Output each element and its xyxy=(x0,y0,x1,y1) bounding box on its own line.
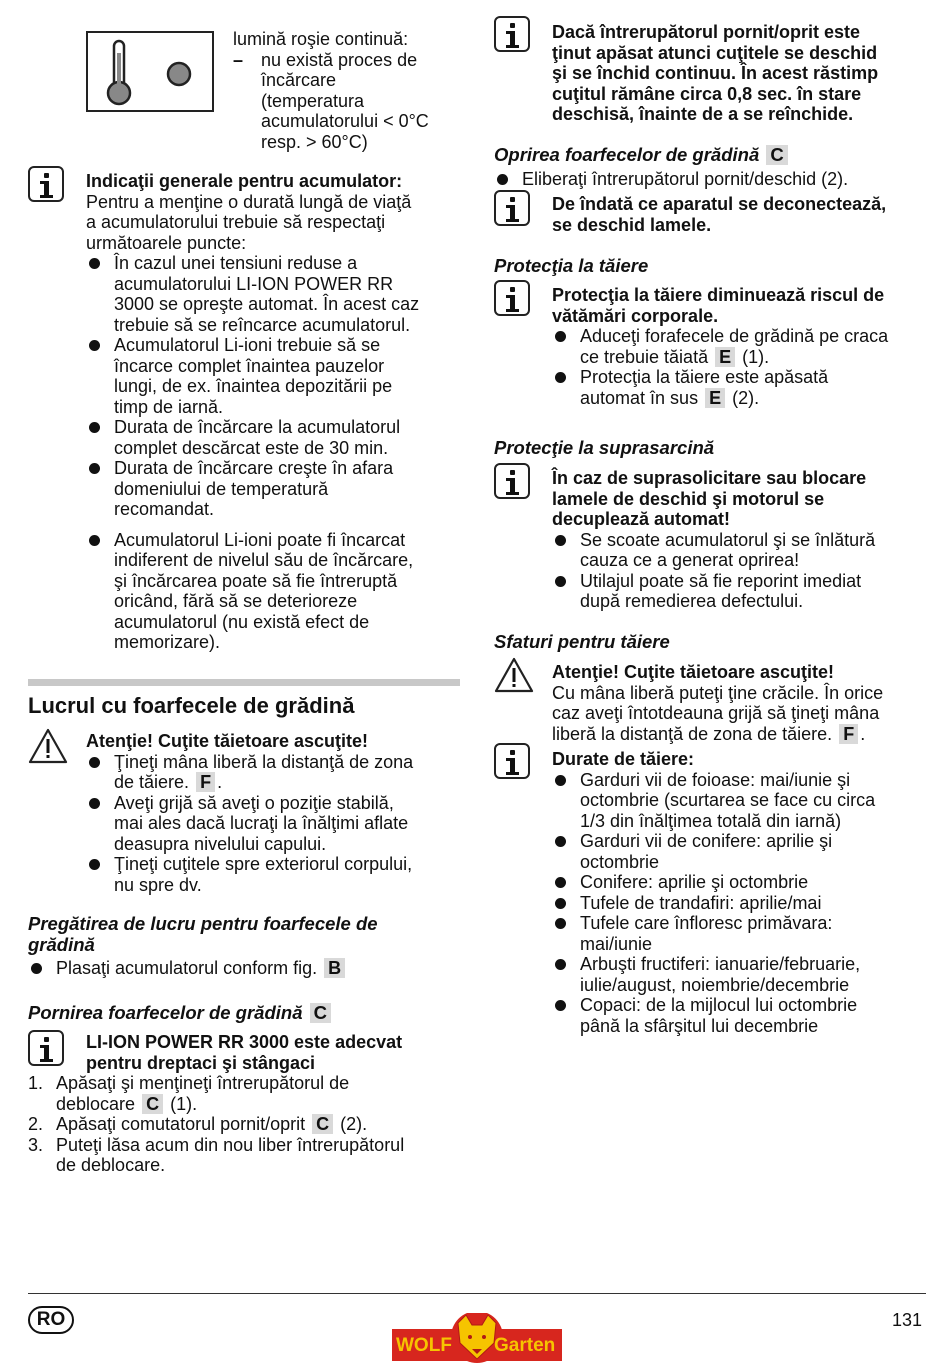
figure-ref-badge: C xyxy=(142,1094,163,1114)
warning-icon xyxy=(494,657,534,693)
cutting-durations-block: Durate de tăiere: Garduri vii de foioase: mai/iunie şi octombrie (scurtarea se face cu circa 1/3 din înălţimea totală din iarnă) Garduri vii de conifere: aprilie şi octombrie Conifere: aprilie şi octombrie Tufele de trandafiri: aprilie/mai Tufele care înfloresc primăvara: mai/iunie Arbuşti fructiferi: ianuarie/februarie, iulie/august, noiembrie/decembrie Copaci: de la mijlocul lui octombrie până la sfârşitul lui decembrie xyxy=(552,749,932,1036)
stop-info: De îndată ce aparatul se deconectează, se deschid lamele. xyxy=(552,194,887,235)
start-info: LI-ION POWER RR 3000 este adecvat pentru dreptaci şi stângaci xyxy=(86,1032,403,1073)
subsection-heading: Protecţia la tăiere xyxy=(494,255,649,276)
tips-warning: Atenţie! Cuţite tăietoare ascuţite! Cu mâna liberă puteţi ţine crăcile. În orice caz aveţi întotdeauna grijă să ţineţi mâna liberă la distanţă de zona de tăiere. F . xyxy=(552,662,884,744)
list-item: Acumulatorul Li-ioni poate fi încarcat indiferent de nivelul său de încărcare, şi încărcarea poate să fie întreruptă oricând, fără să se deterioreze acumulatorul (nu există efect de memorizare). xyxy=(86,530,466,653)
switch-info: Dacă întrerupătorul pornit/oprit este ţinut apăsat atunci cuţitele se deschid şi se închid continuu. În acest răstimp cuţitul rămâne circa 0,8 sec. în stare deschisă, înainte de a se reînchide. xyxy=(552,22,879,124)
indicator-lamp-icon xyxy=(168,63,190,85)
info-icon xyxy=(494,743,530,779)
section-divider xyxy=(28,679,460,686)
info-icon xyxy=(28,1030,64,1066)
subsection-heading: Pornirea foarfecelor de grădină C xyxy=(28,1003,333,1024)
start-steps xyxy=(28,1073,460,1176)
work-warning-block xyxy=(86,731,466,895)
list-item: Durata de încărcare creşte în afara domeniului de temperatură recomandat. xyxy=(86,458,466,520)
section-heading: Lucrul cu foarfecele de grădină xyxy=(28,693,355,718)
info-icon xyxy=(28,166,64,202)
list-item: Garduri vii de conifere: aprilie şi octombrie xyxy=(552,831,932,872)
figure-ref-badge: B xyxy=(324,958,345,978)
list-item: Copaci: de la mijlocul lui octombrie până la sfârşitul lui decembrie xyxy=(552,995,932,1036)
subsection-heading: Protecţie la suprasarcină xyxy=(494,437,715,458)
list-item: 2. Apăsaţi comutatorul pornit/oprit C (2). xyxy=(28,1114,368,1134)
battery-info-block: Indicaţii generale pentru acumulator: Pentru a menţine o durată lungă de viaţă a acumulatorului trebuie să respectaţi următoarele puncte: În cazul unei tensiuni reduse a acumulatorului LI-ION POWER RR 3000 se opreşte automat. În acest caz trebuie să se reîncarce acumulatorul. Acumulatorul Li-ioni trebuie să se încarce complet înaintea pauzelor lungi, de ex. înaintea depozitării pe timp de iarnă. Durata de încărcare la acumulatorul complet descărcat este de 30 min. Durata de încărcare creşte în afara domeniului de temperatură recomandat. Acumulatorul Li-ioni poate fi încarcat indiferent de nivelul său de încărcare, şi încărcarea poate să fie întreruptă oricând, fără să se deterioreze acumulatorul (nu există efect de memorizare). xyxy=(86,171,466,653)
battery-info-list xyxy=(86,253,466,653)
list-item: 1. Apăsaţi şi menţineţi întrerupătorul de deblocare C (1). xyxy=(28,1073,350,1114)
warning-icon xyxy=(28,728,68,764)
list-item: În cazul unei tensiuni reduse a acumulatorului LI-ION POWER RR 3000 se opreşte automat. În acest caz trebuie să se reîncarce acumulatorul. xyxy=(86,253,466,335)
overload-block: În caz de suprasolicitare sau blocare lamele de deschid şi motorul se decuplează automat! Se scoate acumulatorul şi se înlătură cauza ce a generat oprirea! Utilajul poate să fie reporint imediat după remedierea defectului. xyxy=(552,468,932,612)
info-icon xyxy=(494,463,530,499)
list-item: Plasaţi acumulatorul conform fig. B xyxy=(28,958,460,979)
figure-ref-badge: F xyxy=(196,772,215,792)
list-item: Tufele de trandafiri: aprilie/mai xyxy=(552,893,932,914)
figure-ref-badge: E xyxy=(715,347,735,367)
figure-ref-badge: F xyxy=(839,724,858,744)
warning-title: Atenţie! Cuţite tăietoare ascuţite! xyxy=(86,731,369,751)
list-item: Aduceţi forafecele de grădină pe craca ce trebuie tăiată E (1). xyxy=(552,326,932,367)
info-icon xyxy=(494,280,530,316)
list-item: Utilajul poate să fie reporint imediat după remedierea defectului. xyxy=(552,571,932,612)
prep-block: Pregătirea de lucru pentru foarfecele de grădină Plasaţi acumulatorul conform fig. B xyxy=(28,914,460,979)
list-item: Aveţi grijă să aveţi o poziţie stabilă, mai ales dacă lucraţi la înălţimi aflate deasupra nivelului capului. xyxy=(86,793,466,855)
list-item: Durata de încărcare la acumulatorul complet descărcat este de 30 min. xyxy=(86,417,466,458)
list-item: Arbuşti fructiferi: ianuarie/februarie, iulie/august, noiembrie/decembrie xyxy=(552,954,932,995)
list-item: Se scoate acumulatorul şi se înlătură cauza ce a generat oprirea! xyxy=(552,530,932,571)
list-item: 3. Puteţi lăsa acum din nou liber întrerupătorul de deblocare. xyxy=(28,1134,405,1175)
dash: – xyxy=(233,49,244,70)
info-icon xyxy=(494,190,530,226)
figure-ref-badge: C xyxy=(766,145,787,165)
logo-text-right: Garten xyxy=(494,1335,556,1356)
figure-ref-badge: E xyxy=(705,388,725,408)
info-icon xyxy=(494,16,530,52)
list-item: Garduri vii de foioase: mai/iunie şi octombrie (scurtarea se face cu circa 1/3 din înălţimea totală din iarnă) xyxy=(552,770,932,832)
cut-protection-block: Protecţia la tăiere diminuează riscul de vătămări corporale. Aduceţi forafecele de grădină pe craca ce trebuie tăiată E (1). Protecţia la tăiere este apăsată automat în sus E (2). xyxy=(552,285,932,408)
list-item: Conifere: aprilie şi octombrie xyxy=(552,872,932,893)
list-item: Ţineţi cuţitele spre exteriorul corpului, nu spre dv. xyxy=(86,854,466,895)
footer-rule xyxy=(28,1293,926,1294)
page-number: 131 xyxy=(892,1310,923,1330)
list-item: Eliberaţi întrerupătorul pornit/deschid (2). xyxy=(494,169,926,190)
battery-info-title: Indicaţii generale pentru acumulator: xyxy=(86,171,403,191)
figure-ref-badge: C xyxy=(312,1114,333,1134)
red-light-description: lumină roşie continuă: – nu există proces de încărcare (temperatura acumulatorului < 0°C resp. > 60°C) xyxy=(233,29,429,152)
language-badge: RO xyxy=(28,1306,74,1334)
figure-ref-badge: C xyxy=(310,1003,331,1023)
subsection-heading: Sfaturi pentru tăiere xyxy=(494,631,670,652)
thermometer-icon xyxy=(88,33,212,110)
list-item: Ţineţi mâna liberă la distanţă de zona de tăiere. F . xyxy=(86,752,466,793)
subsection-heading: Pregătirea de lucru pentru foarfecele de xyxy=(28,913,378,934)
charger-indicator-diagram xyxy=(86,31,214,112)
list-item: Acumulatorul Li-ioni trebuie să se încarce complet înaintea pauzelor lungi, de ex. înaintea depozitării pe timp de iarnă. xyxy=(86,335,466,417)
logo-text-left: WOLF xyxy=(396,1335,452,1356)
list-item: Tufele care înfloresc primăvara: mai/iunie xyxy=(552,913,932,954)
subsection-heading: Oprirea foarfecelor de grădină C xyxy=(494,145,790,166)
list-item: Protecţia la tăiere este apăsată automat în sus E (2). xyxy=(552,367,932,408)
